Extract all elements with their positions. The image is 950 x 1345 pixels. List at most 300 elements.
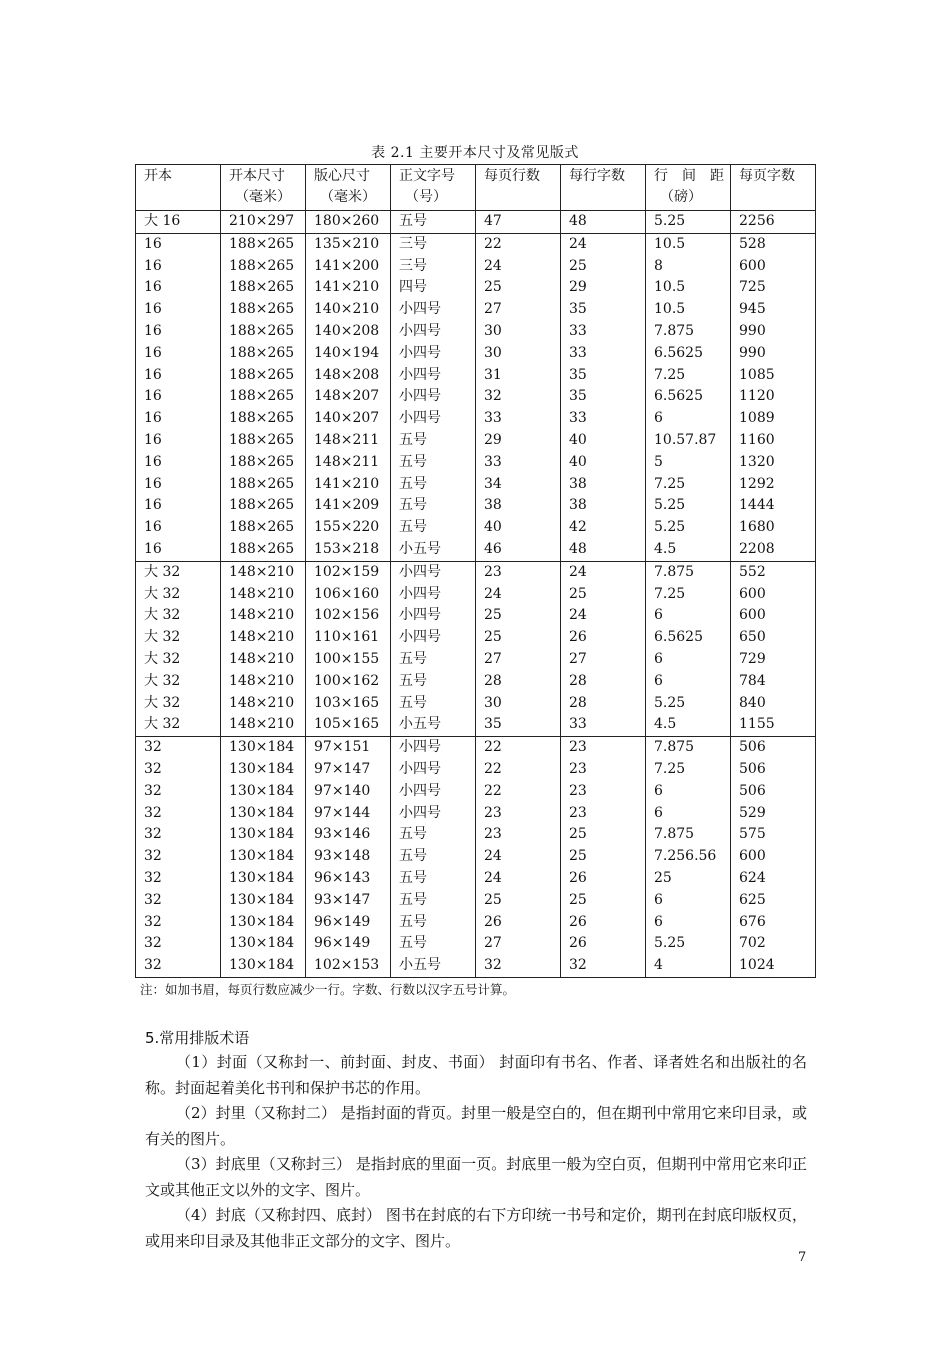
table-cell: 506 xyxy=(731,781,816,803)
table-cell: 小四号 xyxy=(391,299,476,321)
table-row xyxy=(136,868,816,890)
table-cell: 34 xyxy=(476,474,561,496)
table-cell: 148×210 xyxy=(221,714,306,736)
table-cell: 小四号 xyxy=(391,737,476,759)
table-cell: 48 xyxy=(561,539,646,561)
column-header xyxy=(561,165,646,211)
table-cell: 五号 xyxy=(391,933,476,955)
table-cell: 4.5 xyxy=(646,714,731,736)
table-cell: 五号 xyxy=(391,846,476,868)
column-header xyxy=(731,165,816,211)
table-cell: 97×140 xyxy=(306,781,391,803)
table-cell: 840 xyxy=(731,693,816,715)
table-cell: 23 xyxy=(476,561,561,583)
table-cell: 48 xyxy=(561,211,646,234)
table-cell: 32 xyxy=(136,868,221,890)
table-cell: 4.5 xyxy=(646,539,731,561)
section-heading: 5.常用排版术语 xyxy=(145,1029,250,1047)
column-header-label: 每行字数 xyxy=(569,168,625,184)
table-cell: 26 xyxy=(561,868,646,890)
table-cell: 22 xyxy=(476,737,561,759)
table-row xyxy=(136,343,816,365)
table-cell: 29 xyxy=(476,430,561,452)
page-number: 7 xyxy=(798,1250,807,1265)
table-cell: 24 xyxy=(476,868,561,890)
table-cell: 148×210 xyxy=(221,627,306,649)
column-header xyxy=(391,165,476,211)
table-cell: 4 xyxy=(646,955,731,977)
table-cell: 7.875 xyxy=(646,824,731,846)
column-header-label: 开本尺寸 xyxy=(229,168,285,184)
table-cell: 25 xyxy=(561,846,646,868)
table-cell: 32 xyxy=(136,737,221,759)
table-cell: 10.5 xyxy=(646,277,731,299)
table-cell: 五号 xyxy=(391,824,476,846)
table-row xyxy=(136,256,816,278)
table-cell: 24 xyxy=(561,605,646,627)
term-paragraph: （3）封底里（又称封三） 是指封底的里面一页。封底里一般为空白页，但期刊中常用它来印正文或其他正文以外的文字、图片。 xyxy=(145,1155,807,1199)
table-cell: 33 xyxy=(561,343,646,365)
table-cell: 27 xyxy=(476,299,561,321)
table-cell: 6.5625 xyxy=(646,343,731,365)
table-cell: 16 xyxy=(136,452,221,474)
table-row xyxy=(136,365,816,387)
table-cell: 23 xyxy=(561,803,646,825)
table-cell: 141×210 xyxy=(306,474,391,496)
column-header-label: 版心尺寸 xyxy=(314,168,370,184)
table-cell: 103×165 xyxy=(306,693,391,715)
table-cell: 16 xyxy=(136,299,221,321)
table-row xyxy=(136,517,816,539)
table-cell: 702 xyxy=(731,933,816,955)
table-cell: 10.5 xyxy=(646,299,731,321)
table-note: 注：如加书眉，每页行数应减少一行。字数、行数以汉字五号计算。 xyxy=(140,982,516,997)
table-cell: 188×265 xyxy=(221,299,306,321)
table-cell: 22 xyxy=(476,759,561,781)
table-cell: 102×153 xyxy=(306,955,391,977)
table-cell: 16 xyxy=(136,517,221,539)
column-header-unit: （号） xyxy=(405,189,447,205)
table-cell: 大 32 xyxy=(136,671,221,693)
table-cell: 五号 xyxy=(391,517,476,539)
table-cell: 1120 xyxy=(731,386,816,408)
table-row xyxy=(136,824,816,846)
table-cell: 600 xyxy=(731,256,816,278)
table-cell: 16 xyxy=(136,474,221,496)
terms-body xyxy=(145,1050,807,1254)
table-cell: 6 xyxy=(646,649,731,671)
table-cell: 93×147 xyxy=(306,890,391,912)
table-cell: 大 32 xyxy=(136,561,221,583)
table-row xyxy=(136,561,816,583)
table-row xyxy=(136,693,816,715)
table-cell: 23 xyxy=(561,759,646,781)
table-cell: 130×184 xyxy=(221,955,306,977)
table-cell: 1160 xyxy=(731,430,816,452)
table-row xyxy=(136,955,816,977)
table-cell: 24 xyxy=(476,584,561,606)
table-cell: 188×265 xyxy=(221,539,306,561)
table-cell: 188×265 xyxy=(221,277,306,299)
table-cell: 188×265 xyxy=(221,321,306,343)
table-cell: 32 xyxy=(136,803,221,825)
table-cell: 7.875 xyxy=(646,561,731,583)
table-cell: 32 xyxy=(136,933,221,955)
table-cell: 1292 xyxy=(731,474,816,496)
table-cell: 30 xyxy=(476,343,561,365)
table-cell: 7.25 xyxy=(646,584,731,606)
table-cell: 7.875 xyxy=(646,737,731,759)
table-cell: 33 xyxy=(561,714,646,736)
table-cell: 600 xyxy=(731,605,816,627)
table-cell: 130×184 xyxy=(221,781,306,803)
table-cell: 38 xyxy=(561,495,646,517)
table-row xyxy=(136,781,816,803)
table-cell: 16 xyxy=(136,495,221,517)
table-cell: 7.875 xyxy=(646,321,731,343)
table-cell: 625 xyxy=(731,890,816,912)
table-cell: 148×211 xyxy=(306,452,391,474)
table-cell: 16 xyxy=(136,365,221,387)
table-cell: 6 xyxy=(646,781,731,803)
table-cell: 22 xyxy=(476,781,561,803)
table-cell: 小五号 xyxy=(391,539,476,561)
table-cell: 7.25 xyxy=(646,474,731,496)
table-row xyxy=(136,605,816,627)
table-cell: 33 xyxy=(476,452,561,474)
table-cell: 624 xyxy=(731,868,816,890)
table-cell: 2256 xyxy=(731,211,816,234)
table-cell: 35 xyxy=(476,714,561,736)
table-cell: 506 xyxy=(731,737,816,759)
table-cell: 大 32 xyxy=(136,584,221,606)
table-cell: 1085 xyxy=(731,365,816,387)
table-cell: 725 xyxy=(731,277,816,299)
column-header-unit: （毫米） xyxy=(235,189,291,205)
table-cell: 小四号 xyxy=(391,803,476,825)
table-cell: 16 xyxy=(136,343,221,365)
column-header-unit: （磅） xyxy=(660,189,702,205)
table-cell: 24 xyxy=(476,256,561,278)
table-cell: 6.5625 xyxy=(646,627,731,649)
table-cell: 6 xyxy=(646,803,731,825)
table-cell: 33 xyxy=(476,408,561,430)
table-cell: 35 xyxy=(561,365,646,387)
table-cell: 148×207 xyxy=(306,386,391,408)
table-cell: 96×149 xyxy=(306,933,391,955)
table-cell: 102×156 xyxy=(306,605,391,627)
table-cell: 大 32 xyxy=(136,693,221,715)
table-cell: 26 xyxy=(561,912,646,934)
table-cell: 148×210 xyxy=(221,671,306,693)
table-row xyxy=(136,803,816,825)
table-cell: 1024 xyxy=(731,955,816,977)
table-cell: 130×184 xyxy=(221,890,306,912)
table-cell: 7.256.56 xyxy=(646,846,731,868)
table-cell: 40 xyxy=(561,430,646,452)
table-cell: 42 xyxy=(561,517,646,539)
table-cell: 93×146 xyxy=(306,824,391,846)
table-cell: 24 xyxy=(476,846,561,868)
table-row xyxy=(136,495,816,517)
table-cell: 46 xyxy=(476,539,561,561)
table-cell: 38 xyxy=(561,474,646,496)
table-cell: 32 xyxy=(136,955,221,977)
table-cell: 25 xyxy=(561,584,646,606)
table-row xyxy=(136,430,816,452)
table-row xyxy=(136,321,816,343)
table-cell: 32 xyxy=(136,890,221,912)
table-cell: 33 xyxy=(561,408,646,430)
table-cell: 五号 xyxy=(391,868,476,890)
table-cell: 506 xyxy=(731,759,816,781)
table-cell: 16 xyxy=(136,539,221,561)
table-cell: 1680 xyxy=(731,517,816,539)
table-cell: 7.25 xyxy=(646,365,731,387)
table-row xyxy=(136,737,816,759)
table-cell: 28 xyxy=(561,693,646,715)
table-cell: 141×200 xyxy=(306,256,391,278)
table-cell: 135×210 xyxy=(306,233,391,255)
table-cell: 25 xyxy=(476,605,561,627)
table-cell: 1320 xyxy=(731,452,816,474)
table-cell: 30 xyxy=(476,693,561,715)
table-cell: 100×162 xyxy=(306,671,391,693)
table-cell: 23 xyxy=(476,824,561,846)
table-cell: 38 xyxy=(476,495,561,517)
table-cell: 33 xyxy=(561,321,646,343)
table-cell: 1155 xyxy=(731,714,816,736)
table-cell: 529 xyxy=(731,803,816,825)
term-paragraph: （1）封面（又称封一、前封面、封皮、书面） 封面印有书名、作者、译者姓名和出版社的名称。封面起着美化书刊和保护书芯的作用。 xyxy=(145,1053,807,1097)
table-cell: 148×210 xyxy=(221,605,306,627)
table-cell: 25 xyxy=(561,890,646,912)
table-cell: 小四号 xyxy=(391,408,476,430)
table-cell: 6 xyxy=(646,408,731,430)
table-cell: 30 xyxy=(476,321,561,343)
table-cell: 188×265 xyxy=(221,408,306,430)
table-row xyxy=(136,299,816,321)
table-cell: 6 xyxy=(646,605,731,627)
table-cell: 32 xyxy=(136,912,221,934)
format-specs-table xyxy=(135,164,816,978)
table-cell: 大 32 xyxy=(136,649,221,671)
table-cell: 25 xyxy=(646,868,731,890)
table-cell: 1444 xyxy=(731,495,816,517)
table-cell: 188×265 xyxy=(221,430,306,452)
table-cell: 大 32 xyxy=(136,627,221,649)
table-cell: 105×165 xyxy=(306,714,391,736)
table-header-row xyxy=(136,165,816,211)
column-header-label: 每页行数 xyxy=(484,168,540,184)
table-cell: 23 xyxy=(561,781,646,803)
table-row xyxy=(136,408,816,430)
table-cell: 148×210 xyxy=(221,584,306,606)
table-cell: 32 xyxy=(476,955,561,977)
table-cell: 130×184 xyxy=(221,912,306,934)
table-cell: 26 xyxy=(476,912,561,934)
column-header-label: 行 间 距 xyxy=(654,168,724,184)
table-cell: 五号 xyxy=(391,211,476,234)
table-cell: 188×265 xyxy=(221,343,306,365)
table-row xyxy=(136,671,816,693)
table-cell: 24 xyxy=(561,233,646,255)
table-row xyxy=(136,233,816,255)
table-cell: 130×184 xyxy=(221,737,306,759)
table-cell: 16 xyxy=(136,386,221,408)
table-cell: 25 xyxy=(561,824,646,846)
table-cell: 32 xyxy=(136,781,221,803)
table-cell: 990 xyxy=(731,321,816,343)
table-cell: 153×218 xyxy=(306,539,391,561)
column-header xyxy=(646,165,731,211)
table-cell: 140×194 xyxy=(306,343,391,365)
table-cell: 16 xyxy=(136,277,221,299)
table-cell: 5.25 xyxy=(646,517,731,539)
table-cell: 28 xyxy=(476,671,561,693)
table-row xyxy=(136,452,816,474)
table-cell: 2208 xyxy=(731,539,816,561)
table-cell: 130×184 xyxy=(221,868,306,890)
table-cell: 五号 xyxy=(391,649,476,671)
table-cell: 五号 xyxy=(391,452,476,474)
table-row xyxy=(136,584,816,606)
table-cell: 188×265 xyxy=(221,386,306,408)
table-cell: 25 xyxy=(476,627,561,649)
table-cell: 25 xyxy=(476,277,561,299)
table-row xyxy=(136,714,816,736)
table-cell: 16 xyxy=(136,430,221,452)
table-cell: 6 xyxy=(646,890,731,912)
table-cell: 5.25 xyxy=(646,211,731,234)
table-cell: 102×159 xyxy=(306,561,391,583)
table-cell: 140×210 xyxy=(306,299,391,321)
table-row xyxy=(136,277,816,299)
table-cell: 23 xyxy=(476,803,561,825)
table-cell: 47 xyxy=(476,211,561,234)
table-cell: 1089 xyxy=(731,408,816,430)
table-cell: 6.5625 xyxy=(646,386,731,408)
table-cell: 16 xyxy=(136,408,221,430)
term-paragraph: （2）封里（又称封二） 是指封面的背页。封里一般是空白的，但在期刊中常用它来印目录，或有关的图片。 xyxy=(145,1104,807,1148)
table-row xyxy=(136,933,816,955)
table-cell: 729 xyxy=(731,649,816,671)
table-cell: 93×148 xyxy=(306,846,391,868)
table-cell: 小四号 xyxy=(391,584,476,606)
table-cell: 16 xyxy=(136,256,221,278)
table-cell: 100×155 xyxy=(306,649,391,671)
table-cell: 600 xyxy=(731,584,816,606)
table-cell: 32 xyxy=(476,386,561,408)
table-cell: 990 xyxy=(731,343,816,365)
table-cell: 676 xyxy=(731,912,816,934)
table-cell: 五号 xyxy=(391,671,476,693)
table-cell: 148×210 xyxy=(221,693,306,715)
table-cell: 148×211 xyxy=(306,430,391,452)
table-cell: 130×184 xyxy=(221,933,306,955)
table-cell: 三号 xyxy=(391,233,476,255)
table-cell: 5.25 xyxy=(646,495,731,517)
table-cell: 140×207 xyxy=(306,408,391,430)
table-cell: 23 xyxy=(561,737,646,759)
table-cell: 130×184 xyxy=(221,759,306,781)
table-cell: 小四号 xyxy=(391,627,476,649)
table-cell: 97×151 xyxy=(306,737,391,759)
table-cell: 155×220 xyxy=(306,517,391,539)
table-cell: 31 xyxy=(476,365,561,387)
table-cell: 8 xyxy=(646,256,731,278)
column-header-label: 开本 xyxy=(144,168,172,184)
table-cell: 650 xyxy=(731,627,816,649)
table-cell: 27 xyxy=(561,649,646,671)
table-row xyxy=(136,759,816,781)
table-cell: 五号 xyxy=(391,430,476,452)
table-cell: 40 xyxy=(476,517,561,539)
table-cell: 575 xyxy=(731,824,816,846)
table-cell: 945 xyxy=(731,299,816,321)
table-cell: 106×160 xyxy=(306,584,391,606)
table-cell: 小四号 xyxy=(391,561,476,583)
table-cell: 140×208 xyxy=(306,321,391,343)
table-cell: 110×161 xyxy=(306,627,391,649)
column-header-label: 正文字号 xyxy=(399,168,455,184)
table-cell: 10.57.87 xyxy=(646,430,731,452)
table-cell: 188×265 xyxy=(221,517,306,539)
table-cell: 五号 xyxy=(391,890,476,912)
table-cell: 26 xyxy=(561,933,646,955)
table-cell: 6 xyxy=(646,671,731,693)
table-cell: 小四号 xyxy=(391,365,476,387)
table-cell: 大 16 xyxy=(136,211,221,234)
table-cell: 130×184 xyxy=(221,824,306,846)
table-cell: 148×210 xyxy=(221,561,306,583)
table-cell: 528 xyxy=(731,233,816,255)
table-cell: 141×210 xyxy=(306,277,391,299)
table-cell: 188×265 xyxy=(221,474,306,496)
table-cell: 28 xyxy=(561,671,646,693)
table-cell: 五号 xyxy=(391,495,476,517)
table-cell: 小五号 xyxy=(391,955,476,977)
table-cell: 大 32 xyxy=(136,714,221,736)
table-cell: 小四号 xyxy=(391,343,476,365)
column-header-label: 每页字数 xyxy=(739,168,795,184)
table-cell: 小四号 xyxy=(391,386,476,408)
table-cell: 148×208 xyxy=(306,365,391,387)
table-cell: 7.25 xyxy=(646,759,731,781)
table-cell: 148×210 xyxy=(221,649,306,671)
table-cell: 三号 xyxy=(391,256,476,278)
column-header xyxy=(306,165,391,211)
table-cell: 40 xyxy=(561,452,646,474)
table-row xyxy=(136,627,816,649)
table-cell: 600 xyxy=(731,846,816,868)
table-cell: 5.25 xyxy=(646,693,731,715)
table-cell: 25 xyxy=(561,256,646,278)
table-cell: 130×184 xyxy=(221,803,306,825)
term-paragraph: （4）封底（又称封四、底封） 图书在封底的右下方印统一书号和定价，期刊在封底印版权页，或用来印目录及其他非正文部分的文字、图片。 xyxy=(145,1206,807,1250)
table-cell: 五号 xyxy=(391,912,476,934)
table-cell: 96×143 xyxy=(306,868,391,890)
column-header xyxy=(476,165,561,211)
table-row xyxy=(136,912,816,934)
table-cell: 188×265 xyxy=(221,233,306,255)
table-cell: 188×265 xyxy=(221,452,306,474)
table-cell: 35 xyxy=(561,299,646,321)
table-row xyxy=(136,890,816,912)
table-cell: 16 xyxy=(136,321,221,343)
column-header xyxy=(221,165,306,211)
table-row xyxy=(136,474,816,496)
